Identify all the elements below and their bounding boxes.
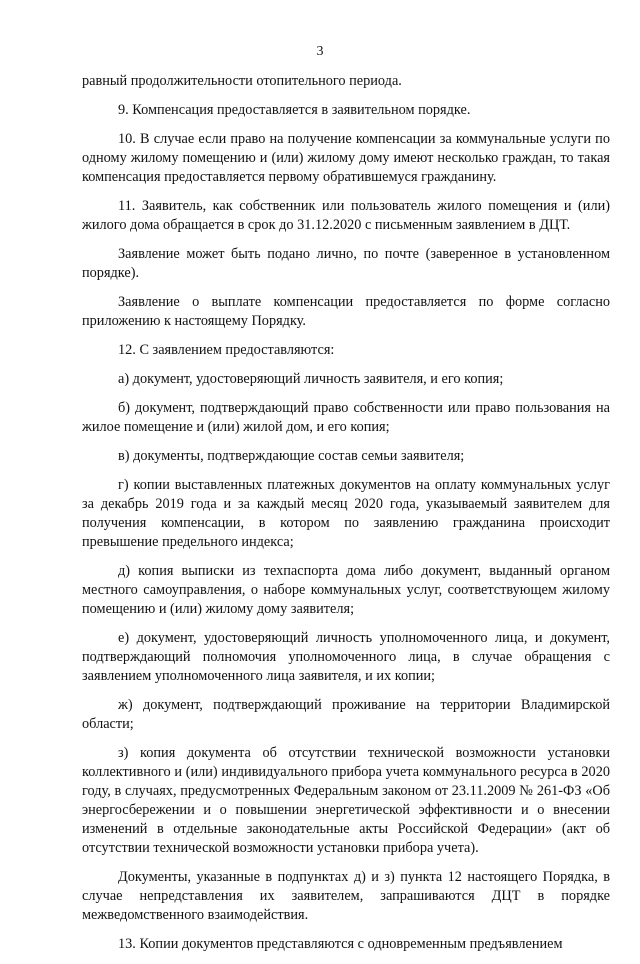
- paragraph-subitem-z: з) копия документа об отсутствии технической возможности установки коллективного и (или) индивидуального прибора учета коммунального ресурса в 2020 году, в случаях, предусмотренных Федеральным законом от 23.11.2009 № 261-ФЗ «Об энергосбережении и о повышении энергетической эффективности и о внесении изменений в отдельные законодательные акты Российской Федерации» (акт об отсутствии технической возможности установки прибора учета).: [82, 745, 610, 856]
- paragraph-submission: Заявление может быть подано лично, по почте (заверенное в установленном порядке).: [82, 246, 610, 281]
- paragraph-form: Заявление о выплате компенсации предоставляется по форме согласно приложению к настоящему Порядку.: [82, 294, 610, 329]
- page-number: 3: [316, 44, 324, 59]
- paragraph-item-10: 10. В случае если право на получение компенсации за коммунальные услуги по одному жилому помещению и (или) жилому дому имеют несколько граждан, то такая компенсация предоставляется первому обратившемуся гражданину.: [82, 131, 610, 185]
- paragraph-subitem-d: д) копия выписки из техпаспорта дома либо документ, выданный органом местного самоуправления, о наборе коммунальных услуг, соответствующем жилому помещению и (или) жилому дому заявителя;: [82, 563, 610, 617]
- paragraph-item-13: 13. Копии документов представляются с одновременным предъявлением: [118, 936, 563, 952]
- paragraph-interagency: Документы, указанные в подпунктах д) и з) пункта 12 настоящего Порядка, в случае непредставления их заявителем, запрашиваются ДЦТ в порядке межведомственного взаимодействия.: [82, 869, 610, 923]
- paragraph-subitem-a: а) документ, удостоверяющий личность заявителя, и его копия;: [118, 371, 504, 387]
- paragraph-subitem-b: б) документ, подтверждающий право собственности или право пользования на жилое помещение и (или) жилой дом, и его копия;: [82, 400, 610, 435]
- paragraph-subitem-g: г) копии выставленных платежных документов на оплату коммунальных услуг за декабрь 2019 года и за каждый месяц 2020 года, указываемый заявителем для получения компенсации, в котором по заявлению гражданина происходит превышение предельного индекса;: [82, 477, 610, 550]
- paragraph-item-12: 12. С заявлением предоставляются:: [118, 342, 335, 358]
- document-body: [82, 72, 610, 964]
- paragraph-subitem-e: е) документ, удостоверяющий личность уполномоченного лица, и документ, подтверждающий полномочия уполномоченного лица, в случае обращения с заявлением уполномоченного лица заявителя, и их копии;: [82, 630, 610, 684]
- paragraph-item-11: 11. Заявитель, как собственник или пользователь жилого помещения и (или) жилого дома обращается в срок до 31.12.2020 с письменным заявлением в ДЦТ.: [82, 198, 610, 233]
- paragraph-subitem-v: в) документы, подтверждающие состав семьи заявителя;: [118, 448, 465, 464]
- paragraph-continuation: равный продолжительности отопительного периода.: [82, 73, 402, 89]
- paragraph-subitem-zh: ж) документ, подтверждающий проживание на территории Владимирской области;: [82, 697, 610, 732]
- paragraph-item-9: 9. Компенсация предоставляется в заявительном порядке.: [118, 102, 471, 118]
